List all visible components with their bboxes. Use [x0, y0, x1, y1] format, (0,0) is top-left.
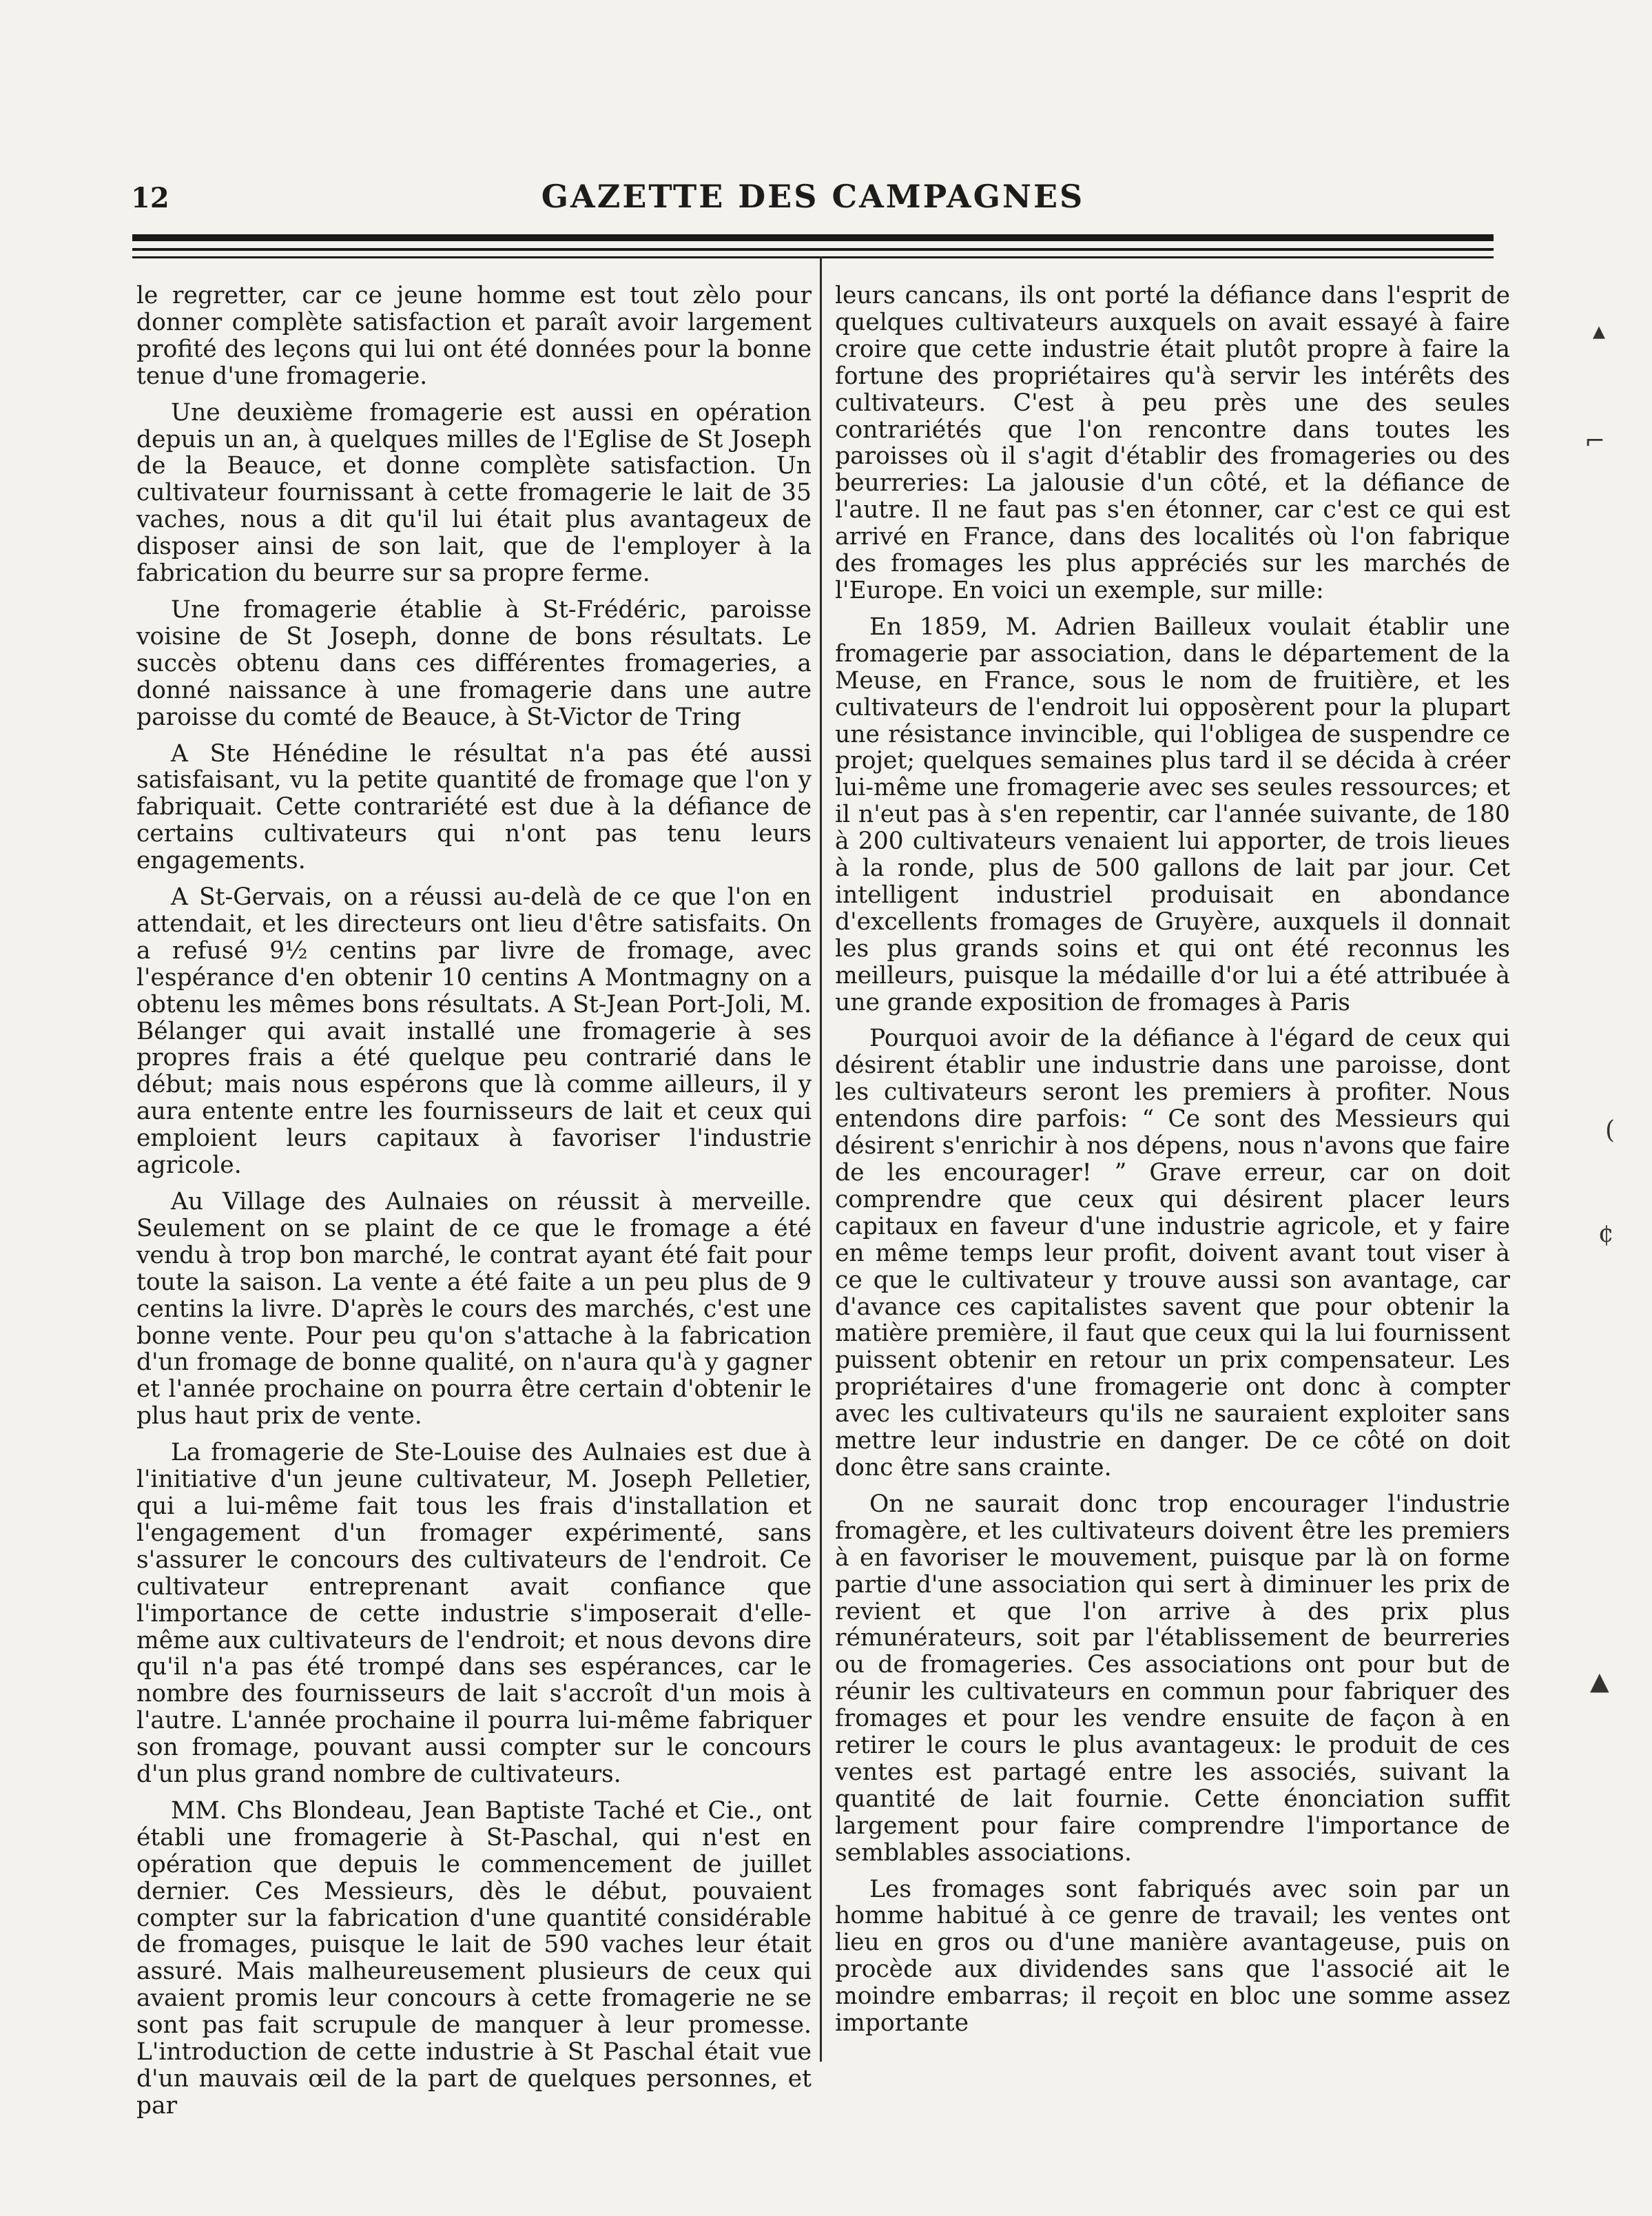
paragraph: Au Village des Aulnaies on réussit à merveille. Seulement on se plaint de ce que le fromage a été vendu à trop bon marché, le contrat ayant été fait pour toute la saison. La vente a été faite a un peu plus de 9 centins la livre. D'après le cours des marchés, c'est une bonne vente. Pour peu qu'on s'attache à la fabrication d'un fromage de bonne qualité, on n'aura qu'à y gagner et l'année prochaine on pourra être certain d'obtenir le plus haut prix de vente. — [136, 1188, 812, 1430]
margin-ink-mark: ▴ — [1593, 317, 1606, 345]
paragraph: A Ste Hénédine le résultat n'a pas été aussi satisfaisant, vu la petite quantité de fromage que l'on y fabriquait. Cette contrariété est due à la défiance de certains cultivateurs qui n'ont pas tenu leurs engagements. — [136, 739, 812, 875]
margin-ink-mark: ¢ — [1598, 1220, 1614, 1248]
paragraph: MM. Chs Blondeau, Jean Baptiste Taché et Cie., ont établi une fromagerie à St-Paschal, qui n'est en opération que depuis le commencement de juillet dernier. Ces Messieurs, dès le début, pouvaient compter sur la fabrication d'une quantité considérable de fromages, puisque le lait de 590 vaches leur était assuré. Mais malheureusement plusieurs de ceux qui avaient promis leur concours à cette fromagerie ne se sont pas fait scrupule de manquer à leur promesse. L'introduction de cette industrie à St Paschal était vue d'un mauvais œil de la part de quelques personnes, et par — [136, 1796, 812, 2120]
paragraph: On ne saurait donc trop encourager l'industrie fromagère, et les cultivateurs doivent être les premiers à en favoriser le mouvement, puisque par là on forme partie d'une association qui sert à diminuer les prix de revient et que l'on arrive à des prix plus rémunérateurs, soit par l'établissement de beurreries ou de fromageries. Ces associations ont pour but de réunir les cultivateurs en commun pour fabriquer des fromages et pour les vendre ensuite de façon à en retirer le cours le plus avantageux: le produit de ces ventes est partagé entre les associés, suivant la quantité de lait fournie. Cette énonciation suffit largement pour faire comprendre l'importance de semblables associations. — [835, 1490, 1510, 1867]
margin-ink-mark: ⌐ — [1584, 427, 1606, 455]
paragraph: Les fromages sont fabriqués avec soin par un homme habitué à ce genre de travail; les ventes ont lieu en gros ou d'une manière avantageuse, puis on procède aux dividendes sans que l'associé ait le moindre embarras; il reçoit en bloc une somme assez importante — [835, 1875, 1510, 2038]
publication-title: GAZETTE DES CAMPAGNES — [541, 178, 1085, 215]
header-rule-thin — [132, 248, 1494, 251]
header-rule-thin-lower — [132, 256, 1494, 258]
right-column — [835, 283, 1510, 2046]
margin-ink-mark: ( — [1605, 1116, 1615, 1145]
paragraph: leurs cancans, ils ont porté la défiance dans l'esprit de quelques cultivateurs auxquels on avait essayé à faire croire que cette industrie était plutôt propre à faire la fortune des propriétaires qu'à servir les intérêts des cultivateurs. C'est à peu près une des seules contrariétés que l'on rencontre dans toutes les paroisses où il s'agit d'établir des fromageries ou des beurreries: La jalousie d'un côté, et la défiance de l'autre. Il ne faut pas s'en étonner, car c'est ce qui est arrivé en France, dans des localités où l'on fabrique des fromages les plus appréciés sur les marchés de l'Europe. En voici un exemple, sur mille: — [835, 282, 1510, 604]
margin-ink-mark: ▲ — [1590, 1668, 1609, 1696]
paragraph: Une fromagerie établie à St-Frédéric, paroisse voisine de St Joseph, donne de bons résultats. Le succès obtenu dans ces différentes fromageries, a donné naissance à une fromagerie dans une autre paroisse du comté de Beauce, à St-Victor de Tring — [136, 595, 812, 731]
page-header — [131, 178, 1495, 219]
left-column — [136, 283, 812, 2129]
paragraph: le regretter, car ce jeune homme est tout zèlo pour donner complète satisfaction et paraît avoir largement profité des leçons qui lui ont été données pour la bonne tenue d'une fromagerie. — [136, 282, 812, 390]
column-divider — [820, 256, 822, 2062]
paragraph: La fromagerie de Ste-Louise des Aulnaies est due à l'initiative d'un jeune cultivateur, M. Joseph Pelletier, qui a lui-même fait tous les frais d'installation et l'engagement d'un fromager expérimenté, sans s'assurer le concours des cultivateurs de l'endroit. Ce cultivateur entreprenant avait confiance que l'importance de cette industrie s'imposerait d'elle-même aux cultivateurs de l'endroit; et nous devons dire qu'il n'a pas été trompé dans ses espérances, car le nombre des fournisseurs de lait s'accroît d'un mois à l'autre. L'année prochaine il pourra lui-même fabriquer son fromage, pouvant aussi compter sur le concours d'un plus grand nombre de cultivateurs. — [136, 1439, 812, 1789]
page-number: 12 — [131, 182, 169, 214]
paragraph: A St-Gervais, on a réussi au-delà de ce que l'on en attendait, et les directeurs ont lieu d'être satisfaits. On a refusé 9½ centins par livre de fromage, avec l'espérance d'en obtenir 10 centins A Montmagny on a obtenu les mêmes bons résultats. A St-Jean Port-Joli, M. Bélanger qui avait installé une fromagerie à ses propres frais a été quelque peu contrarié dans le début; mais nous espérons que là comme ailleurs, il y aura entente entre les fournisseurs de lait et ceux qui emploient leurs capitaux à favoriser l'industrie agricole. — [136, 883, 812, 1180]
header-rule-thick — [132, 234, 1494, 241]
paragraph: Pourquoi avoir de la défiance à l'égard de ceux qui désirent établir une industrie dans une paroisse, dont les cultivateurs seront les premiers à profiter. Nous entendons dire parfois: “ Ce sont des Messieurs qui désirent s'enrichir à nos dépens, nous n'avons que faire de les encourager! ” Grave erreur, car on doit comprendre que ceux qui désirent placer leurs capitaux en faveur d'une industrie agricole, et y faire en même temps leur profit, doivent avant tout viser à ce que le cultivateur y trouve aussi son avantage, car d'avance ces capitalistes savent que pour obtenir la matière première, il faut que ceux qui la lui fournissent puissent obtenir en retour un prix compensateur. Les propriétaires d'une fromagerie ont donc à compter avec les cultivateurs qu'ils ne sauraient exploiter sans mettre leur industrie en danger. De ce côté on doit donc être sans crainte. — [835, 1025, 1510, 1481]
paragraph: En 1859, M. Adrien Bailleux voulait établir une fromagerie par association, dans le département de la Meuse, en France, sous le nom de fruitière, et les cultivateurs de l'endroit lui opposèrent pour la plupart une résistance invincible, qui l'obligea de suspendre ce projet; quelques semaines plus tard il se décida à créer lui-même une fromagerie avec ses seules ressources; et il n'eut pas à s'en repentir, car l'année suivante, de 180 à 200 cultivateurs venaient lui apporter, de trois lieues à la ronde, plus de 500 gallons de lait par jour. Cet intelligent industriel produisait en abondance d'excellents fromages de Gruyère, auxquels il donnait les plus grands soins et qui ont été reconnus les meilleurs, puisque la médaille d'or lui a été attribuée à une grande exposition de fromages à Paris — [835, 613, 1510, 1016]
paragraph: Une deuxième fromagerie est aussi en opération depuis un an, à quelques milles de l'Eglise de St Joseph de la Beauce, et donne complète satisfaction. Un cultivateur fournissant à cette fromagerie le lait de 35 vaches, nous a dit qu'il lui était plus avantageux de disposer ainsi de son lait, que de l'employer à la fabrication du beurre sur sa propre ferme. — [136, 398, 812, 588]
